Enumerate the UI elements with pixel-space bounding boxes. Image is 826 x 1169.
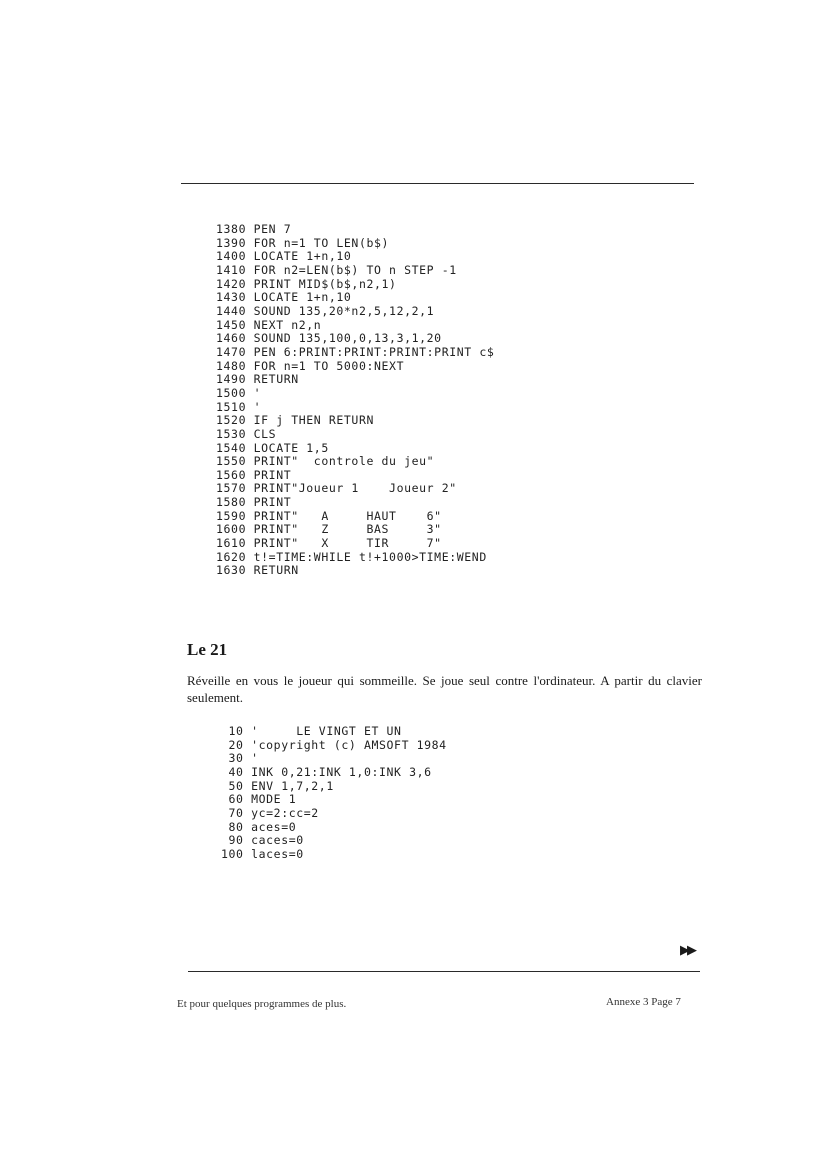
code-line: 70 yc=2:cc=2 (221, 805, 319, 820)
header-rule (181, 183, 694, 184)
code-line: 1380 PEN 7 (216, 222, 292, 236)
code-line: 20 'copyright (c) AMSOFT 1984 (221, 737, 447, 752)
code-line: 1610 PRINT" X TIR 7" (216, 536, 442, 551)
code-line: 100 laces=0 (221, 846, 304, 861)
code-line: 1560 PRINT (216, 467, 292, 482)
code-line: 1390 FOR n=1 TO LEN(b$) (216, 235, 390, 250)
code-line: 60 MODE 1 (221, 792, 297, 807)
footer-rule (188, 971, 700, 972)
code-line: 1590 PRINT" A HAUT 6" (216, 508, 442, 523)
code-line: 1520 IF j THEN RETURN (216, 413, 374, 428)
code-line: 1420 PRINT MID$(b$,n2,1) (216, 276, 397, 291)
code-listing-top (216, 223, 494, 578)
footer-book-title: Et pour quelques programmes de plus. (177, 998, 347, 1010)
code-listing-bottom (221, 725, 447, 862)
code-line: 1530 CLS (216, 426, 277, 441)
code-line: 50 ENV 1,7,2,1 (221, 778, 334, 793)
code-line: 1600 PRINT" Z BAS 3" (216, 522, 442, 537)
code-line: 1570 PRINT"Joueur 1 Joueur 2" (216, 481, 457, 496)
section-intro: Réveille en vous le joueur qui sommeille. Se joue seul contre l'ordinateur. A partir du clavier seulement. (187, 673, 702, 705)
code-line: 1630 RETURN (216, 563, 299, 578)
code-line: 90 caces=0 (221, 833, 304, 848)
code-line: 1460 SOUND 135,100,0,13,3,1,20 (216, 331, 442, 346)
fast-forward-icon: ▶▶ (680, 943, 694, 958)
code-line: 10 ' LE VINGT ET UN (221, 724, 402, 738)
code-line: 1440 SOUND 135,20*n2,5,12,2,1 (216, 303, 435, 318)
code-line: 1430 LOCATE 1+n,10 (216, 290, 352, 305)
code-line: 1400 LOCATE 1+n,10 (216, 249, 352, 264)
code-line: 30 ' (221, 751, 259, 766)
code-line: 1500 ' (216, 385, 262, 400)
code-line: 1580 PRINT (216, 495, 292, 510)
code-line: 80 aces=0 (221, 819, 297, 834)
code-line: 1480 FOR n=1 TO 5000:NEXT (216, 358, 405, 373)
code-line: 1470 PEN 6:PRINT:PRINT:PRINT:PRINT c$ (216, 344, 495, 359)
code-line: 1550 PRINT" controle du jeu" (216, 454, 435, 469)
section-title: Le 21 (187, 640, 228, 659)
code-line: 1450 NEXT n2,n (216, 317, 322, 332)
code-line: 1410 FOR n2=LEN(b$) TO n STEP -1 (216, 262, 457, 277)
code-line: 40 INK 0,21:INK 1,0:INK 3,6 (221, 764, 432, 779)
code-line: 1540 LOCATE 1,5 (216, 440, 329, 455)
code-line: 1510 ' (216, 399, 262, 414)
footer-page-number: Annexe 3 Page 7 (606, 996, 681, 1008)
code-line: 1620 t!=TIME:WHILE t!+1000>TIME:WEND (216, 549, 487, 564)
code-line: 1490 RETURN (216, 372, 299, 387)
